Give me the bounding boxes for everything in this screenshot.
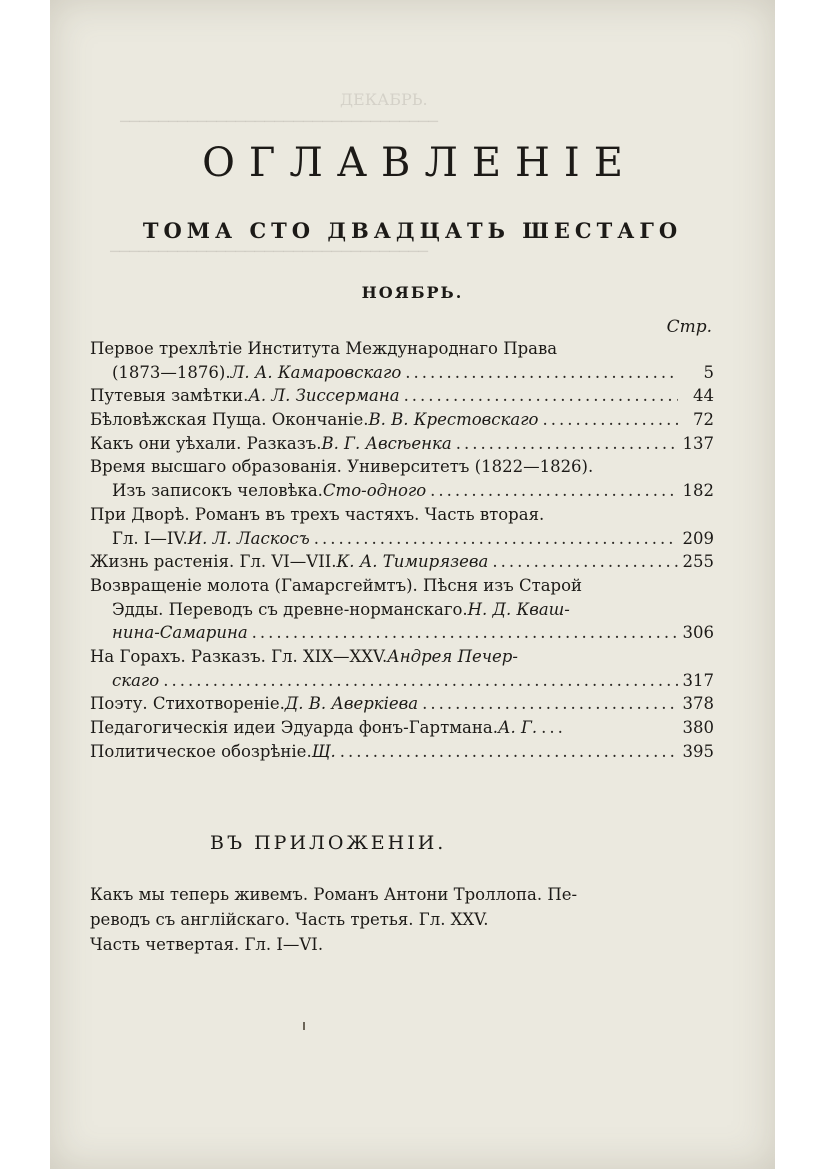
toc-entry: [90, 527, 714, 551]
toc-entry: [90, 408, 714, 432]
toc-entry-author: И. Л. Ласкосъ: [187, 528, 310, 548]
leader-dots: [456, 432, 678, 456]
page-column-label: Стр.: [666, 317, 712, 337]
appendix-text: [90, 882, 680, 957]
book-page: [50, 0, 775, 1169]
toc-entry: [90, 455, 714, 479]
toc-entry: [90, 503, 714, 527]
toc-entry: [90, 621, 714, 645]
leader-dots: [405, 361, 678, 385]
toc-entry-page: 380: [682, 718, 714, 737]
toc-entry: [90, 432, 714, 456]
leader-dots: [543, 408, 679, 432]
page-title: ОГЛАВЛЕНІЕ: [202, 140, 637, 186]
show-through-text: ─────────────────────────────────: [120, 112, 438, 131]
toc-entry-author: А. Г.: [497, 718, 538, 737]
section-heading-month: НОЯБРЬ.: [361, 283, 464, 302]
toc-entry-author: В. Г. Авсѣенка: [321, 433, 452, 453]
toc-entry-title: Путевыя замѣтки.: [90, 386, 249, 406]
toc-entry-author: Сто-одного: [322, 481, 427, 501]
toc-entry: [90, 716, 714, 740]
toc-entry-page: 137: [682, 433, 714, 453]
toc-entry-title: Гл. I—IV.: [112, 528, 188, 548]
toc-entry-author: К. А. Тимирязева: [336, 552, 489, 572]
toc-entry-page: 5: [703, 362, 714, 382]
leader-dots: [340, 740, 678, 764]
toc-entry-author: Андрея Печер-: [387, 646, 518, 666]
show-through-text: ДЕКАБРЬ.: [340, 90, 428, 109]
toc-entry-title: На Горахъ. Разказъ. Гл. XIX—XXV.: [90, 646, 388, 666]
toc-entry: [90, 645, 714, 669]
leader-dots: [163, 669, 678, 693]
table-of-contents: [90, 337, 714, 763]
toc-entry: [90, 479, 714, 503]
toc-entry-title: Возвращеніе молота (Гамарсгеймтъ). Пѣсня изъ Старой: [90, 575, 583, 595]
toc-entry-author: скаго: [112, 670, 160, 690]
toc-entry-title: Поэту. Стихотвореніе.: [90, 694, 285, 714]
toc-entry-title: Какъ они уѣхали. Разказъ.: [90, 433, 322, 453]
toc-entry-author: В. В. Крестовскаго: [368, 410, 539, 430]
appendix-heading: ВЪ ПРИЛОЖЕНІИ.: [210, 832, 447, 854]
appendix-line: Какъ мы теперь живемъ. Романъ Антони Троллопа. Пе-: [90, 885, 578, 904]
toc-entry-page: 306: [682, 623, 714, 643]
toc-entry-author: А. Л. Зиссермана: [248, 386, 400, 406]
toc-entry-title: Педагогическія идеи Эдуарда фонъ-Гартмана.: [90, 718, 498, 737]
toc-entry-author: Д. В. Аверкіева: [284, 694, 419, 714]
toc-entry: [90, 361, 714, 385]
toc-entry-page: 395: [682, 741, 714, 761]
toc-entry-page: 72: [693, 410, 714, 430]
toc-entry-page: 378: [682, 694, 714, 714]
toc-entry-title: (1873—1876).: [112, 362, 231, 382]
toc-entry-title: Жизнь растенія. Гл. VI—VII.: [90, 552, 337, 572]
toc-entry-title: Эдды. Переводъ съ древне-норманскаго.: [112, 599, 468, 619]
toc-entry-title: Время высшаго образованія. Университетъ (1822—1826).: [90, 457, 594, 477]
toc-entry: [90, 550, 714, 574]
toc-entry-page: 209: [682, 528, 714, 548]
toc-entry-page: 317: [682, 670, 714, 690]
toc-entry: [90, 598, 714, 622]
leader-dots: [314, 527, 678, 551]
appendix-line: реводъ съ англійскаго. Часть третья. Гл. XXV.: [90, 910, 489, 929]
leader-dots: [541, 716, 563, 740]
toc-entry-author: нина-Самарина: [112, 623, 248, 643]
leader-dots: [422, 692, 678, 716]
toc-entry-title: Бѣловѣжская Пуща. Окончаніе.: [90, 410, 369, 430]
toc-entry-title: Первое трехлѣтіе Института Международнаго Права: [90, 339, 558, 358]
leader-dots: [430, 479, 678, 503]
toc-entry: [90, 740, 714, 764]
toc-entry-page: 255: [682, 552, 714, 572]
toc-entry-author: Л. А. Камаровскаго: [230, 362, 402, 382]
paper-mark: [303, 1022, 305, 1030]
leader-dots: [404, 384, 678, 408]
toc-entry: [90, 337, 714, 361]
appendix-line: Часть четвертая. Гл. I—VI.: [90, 935, 324, 954]
toc-entry-page: 182: [682, 481, 714, 501]
show-through-text: ─────────────────────────────────: [110, 242, 428, 261]
leader-dots: [492, 550, 678, 574]
toc-entry-title: Политическое обозрѣніе.: [90, 741, 312, 761]
toc-entry-author: Щ.: [311, 741, 336, 761]
leader-dots: [252, 621, 678, 645]
toc-entry: [90, 669, 714, 693]
toc-entry-author: Н. Д. Кваш-: [467, 599, 570, 619]
toc-entry: [90, 384, 714, 408]
toc-entry-page: 44: [693, 386, 714, 406]
toc-entry-title: Изъ записокъ человѣка.: [112, 481, 323, 501]
volume-subtitle: ТОМА СТО ДВАДЦАТЬ ШЕСТАГО: [142, 218, 683, 243]
toc-entry: [90, 574, 714, 598]
toc-entry-title: При Дворѣ. Романъ въ трехъ частяхъ. Часть вторая.: [90, 504, 545, 524]
toc-entry: [90, 692, 714, 716]
